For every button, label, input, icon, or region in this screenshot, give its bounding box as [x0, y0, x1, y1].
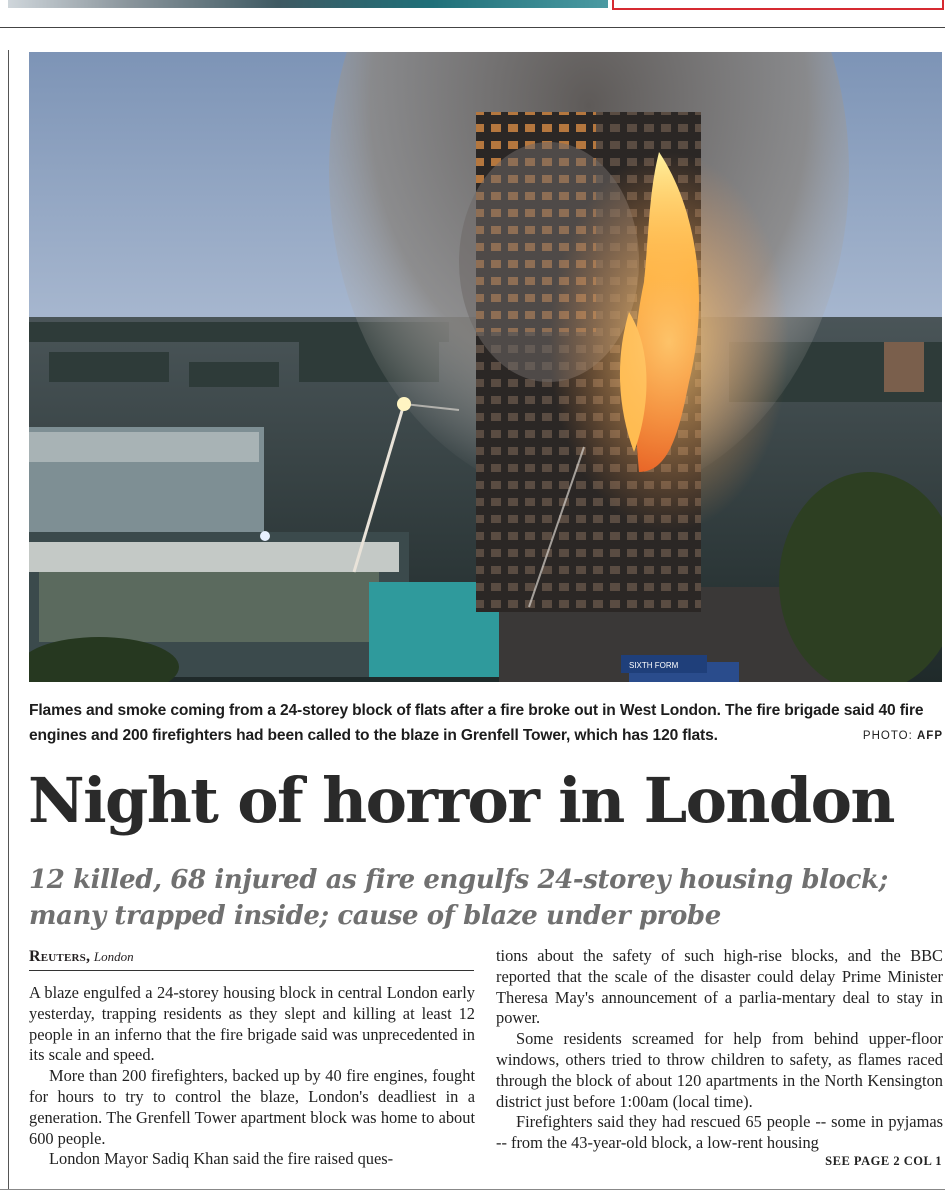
paragraph: Some residents screamed for help from behind upper-floor windows, others tried to throw children to safety, as flames raced through the block of about 120 apartments in the North Kensington district just before 1:00am (local time). — [496, 1029, 943, 1111]
article-column-2 — [496, 946, 943, 1154]
photo-credit — [863, 730, 943, 742]
article-column-1 — [29, 983, 475, 1170]
subheadline — [29, 862, 929, 934]
top-rule — [0, 27, 945, 28]
deck-line-1: 12 killed, 68 injured as fire engulfs 24-storey housing block; — [29, 865, 888, 895]
paragraph: More than 200 firefighters, backed up by 40 fire engines, fought for hours to try to control the blaze, London's deadliest in a generation. The Grenfell Tower apartment block was home to about 600 people. — [29, 1066, 475, 1148]
photo-caption: Flames and smoke coming from a 24-storey block of flats after a fire broke out in West London. The fire brigade said 40 fire engines and 200 firefighters had been called to the blaze in Grenfell Tower, which has 120 flats. — [29, 702, 924, 744]
jump-line[interactable]: SEE PAGE 2 COL 1 — [825, 1154, 942, 1168]
photo-credit-source: AFP — [917, 730, 943, 742]
paragraph: London Mayor Sadiq Khan said the fire raised ques- — [49, 1149, 394, 1169]
paragraph: Firefighters said they had rescued 65 people -- some in pyjamas -- from the 43-year-old block, a low-rent housing — [496, 1112, 943, 1153]
bottom-rule — [0, 1189, 945, 1190]
grenfell-fire-photo — [29, 52, 942, 682]
headline: Night of horror in London — [28, 764, 894, 837]
deck-line-2: many trapped inside; cause of blaze under probe — [29, 901, 721, 931]
left-column-rule — [8, 50, 9, 1190]
byline — [29, 948, 474, 971]
top-red-box — [612, 0, 944, 10]
paragraph: A blaze engulfed a 24-storey housing block in central London early yesterday, trapping residents as they slept and killing at least 12 people in an inferno that the fire brigade said was unprecedented in its scale and speed. — [29, 983, 475, 1065]
paragraph: tions about the safety of such high-rise blocks, and the BBC reported that the scale of the disaster could delay Prime Minister Theresa May's announcement of a parlia-mentary deal to stay in power. — [496, 946, 943, 1028]
byline-place: London — [93, 949, 134, 964]
photo-credit-label: PHOTO: — [862, 730, 913, 742]
previous-page-strip — [0, 0, 945, 14]
top-image-strip — [8, 0, 608, 8]
photo-sign-text: SIXTH FORM — [629, 661, 679, 670]
byline-agency: Reuters, — [29, 948, 91, 965]
